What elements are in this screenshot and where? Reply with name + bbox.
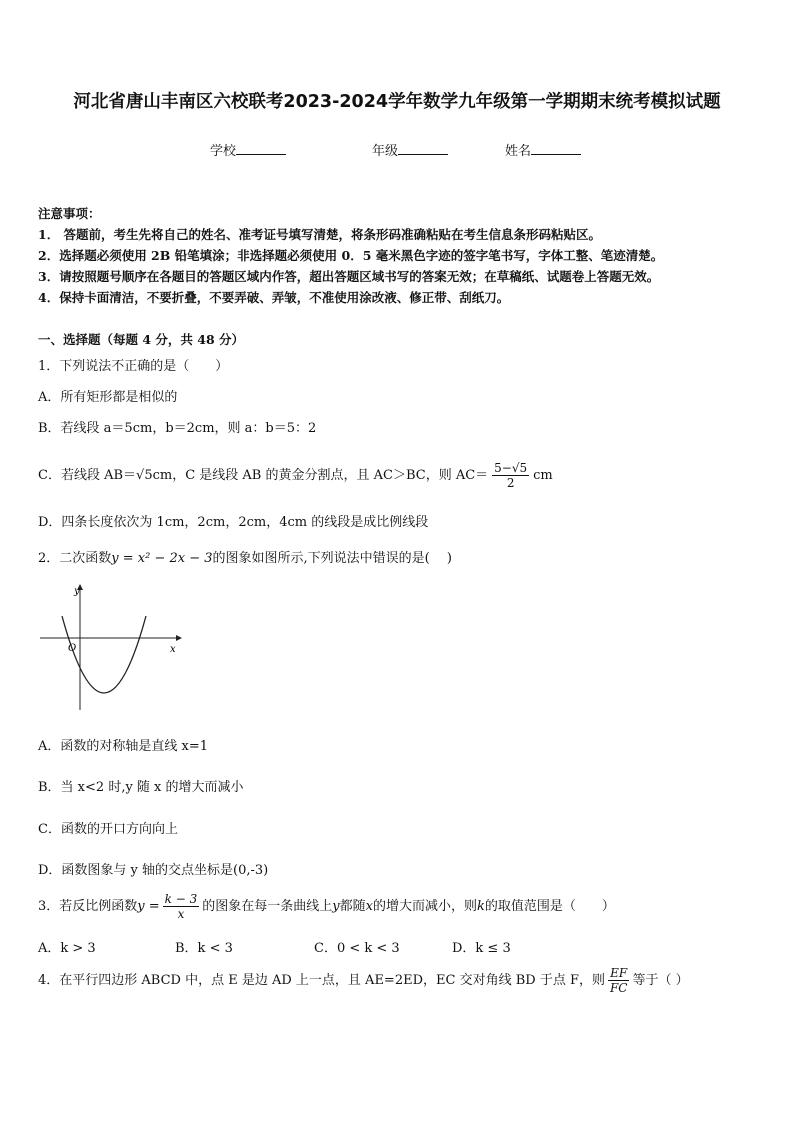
q4-fraction xyxy=(608,966,630,995)
q1-c-fraction-num: 5−√5 xyxy=(494,461,528,475)
q3-fraction xyxy=(163,892,200,921)
y-axis-label: y xyxy=(74,586,80,597)
q4-stem-post: 等于（ ） xyxy=(632,973,689,988)
q3-var-k: k xyxy=(477,899,485,914)
q3-option-c[interactable]: C．0 < k < 3 xyxy=(314,941,400,956)
q2-stem xyxy=(38,547,452,566)
q3-fraction-den: x xyxy=(177,907,185,921)
origin-label: O xyxy=(68,643,77,654)
notice-item-2: 2．选择题必须使用 2B 铅笔填涂；非选择题必须使用 0．5 毫米黑色字迹的签字笔书写，字体工整、笔迹清楚。 xyxy=(38,248,664,263)
notice-heading: 注意事项： xyxy=(38,206,101,221)
q3-y-eq: y = xyxy=(137,899,160,914)
grade-field[interactable] xyxy=(372,140,448,159)
q1-c-sqrt: √5 xyxy=(136,468,153,483)
q1-stem: 1．下列说法不正确的是（ ） xyxy=(38,359,229,374)
q4-stem xyxy=(38,966,689,995)
q3-option-b[interactable]: B．k < 3 xyxy=(175,941,233,956)
q2-option-c[interactable]: C．函数的开口方向向上 xyxy=(38,822,178,837)
section-heading: 一、选择题（每题 4 分，共 48 分） xyxy=(38,332,245,347)
notice-item-3: 3．请按照题号顺序在各题目的答题区域内作答，超出答题区域书写的答案无效；在草稿纸、试题卷上答题无效。 xyxy=(38,269,660,284)
q3-stem-pre: 3．若反比例函数 xyxy=(38,899,138,914)
grade-label: 年级 xyxy=(372,144,399,159)
parabola-curve xyxy=(62,616,146,693)
q1-c-post: cm xyxy=(533,468,553,483)
q2-option-b[interactable]: B．当 x<2 时,y 随 x 的增大而减小 xyxy=(38,780,244,795)
q3-stem-mid3: 的增大而减小，则 xyxy=(372,899,477,914)
q1-c-pre: C．若线段 AB＝ xyxy=(38,468,137,483)
q1-option-b[interactable]: B．若线段 a＝5cm，b＝2cm，则 a：b＝5：2 xyxy=(38,421,317,436)
page-title: 河北省唐山丰南区六校联考2023-2024学年数学九年级第一学期期末统考模拟试题 xyxy=(73,92,721,112)
parabola-graph xyxy=(36,582,182,714)
q1-c-fraction xyxy=(492,461,529,490)
name-blank[interactable] xyxy=(531,142,581,155)
q3-var-y: y xyxy=(332,899,340,914)
q1-option-c[interactable] xyxy=(38,461,553,490)
q2-option-d[interactable]: D．函数图象与 y 轴的交点坐标是(0,-3) xyxy=(38,863,269,878)
x-axis-label: x xyxy=(170,644,176,655)
q4-fraction-num: EF xyxy=(608,966,630,981)
grade-blank[interactable] xyxy=(398,142,448,155)
q3-stem-post: 的取值范围是（ ） xyxy=(484,899,615,914)
q1-option-a[interactable]: A．所有矩形都是相似的 xyxy=(38,390,178,405)
notice-item-4: 4．保持卡面清洁，不要折叠，不要弄破、弄皱，不准使用涂改液、修正带、刮纸刀。 xyxy=(38,290,510,305)
name-label: 姓名 xyxy=(505,144,532,159)
q1-c-fraction-den: 2 xyxy=(506,476,515,490)
q3-fraction-num: k − 3 xyxy=(164,892,198,906)
q2-formula: y = x² − 2x − 3 xyxy=(111,551,213,566)
q2-option-a[interactable]: A．函数的对称轴是直线 x=1 xyxy=(38,739,209,754)
school-blank[interactable] xyxy=(236,142,286,155)
q3-option-d[interactable]: D．k ≤ 3 xyxy=(452,941,511,956)
school-label: 学校 xyxy=(210,144,237,159)
school-field[interactable] xyxy=(210,140,286,159)
q3-stem-mid1: 的图象在每一条曲线上 xyxy=(202,899,333,914)
q2-stem-post: 的图象如图所示,下列说法中错误的是( ) xyxy=(212,551,452,566)
q2-stem-pre: 2．二次函数 xyxy=(38,551,112,566)
q4-fraction-den: FC xyxy=(609,981,628,995)
q1-option-d[interactable]: D．四条长度依次为 1cm，2cm，2cm，4cm 的线段是成比例线段 xyxy=(38,515,429,530)
x-axis-arrow xyxy=(176,635,182,641)
q3-stem xyxy=(38,892,615,921)
q3-option-a[interactable]: A．k > 3 xyxy=(38,941,96,956)
name-field[interactable] xyxy=(505,140,581,159)
q3-stem-mid2: 都随 xyxy=(339,899,366,914)
q4-stem-pre: 4．在平行四边形 ABCD 中，点 E 是边 AD 上一点，且 AE=2ED，EC 交对角线 BD 于点 F，则 xyxy=(38,973,605,988)
q1-c-mid: cm，C 是线段 AB 的黄金分割点，且 AC＞BC，则 AC＝ xyxy=(152,468,489,483)
notice-item-1: 1． 答题前，考生先将自己的姓名、准考证号填写清楚，将条形码准确粘贴在考生信息条形码粘贴区。 xyxy=(38,227,602,242)
q3-var-x: x xyxy=(365,899,373,914)
